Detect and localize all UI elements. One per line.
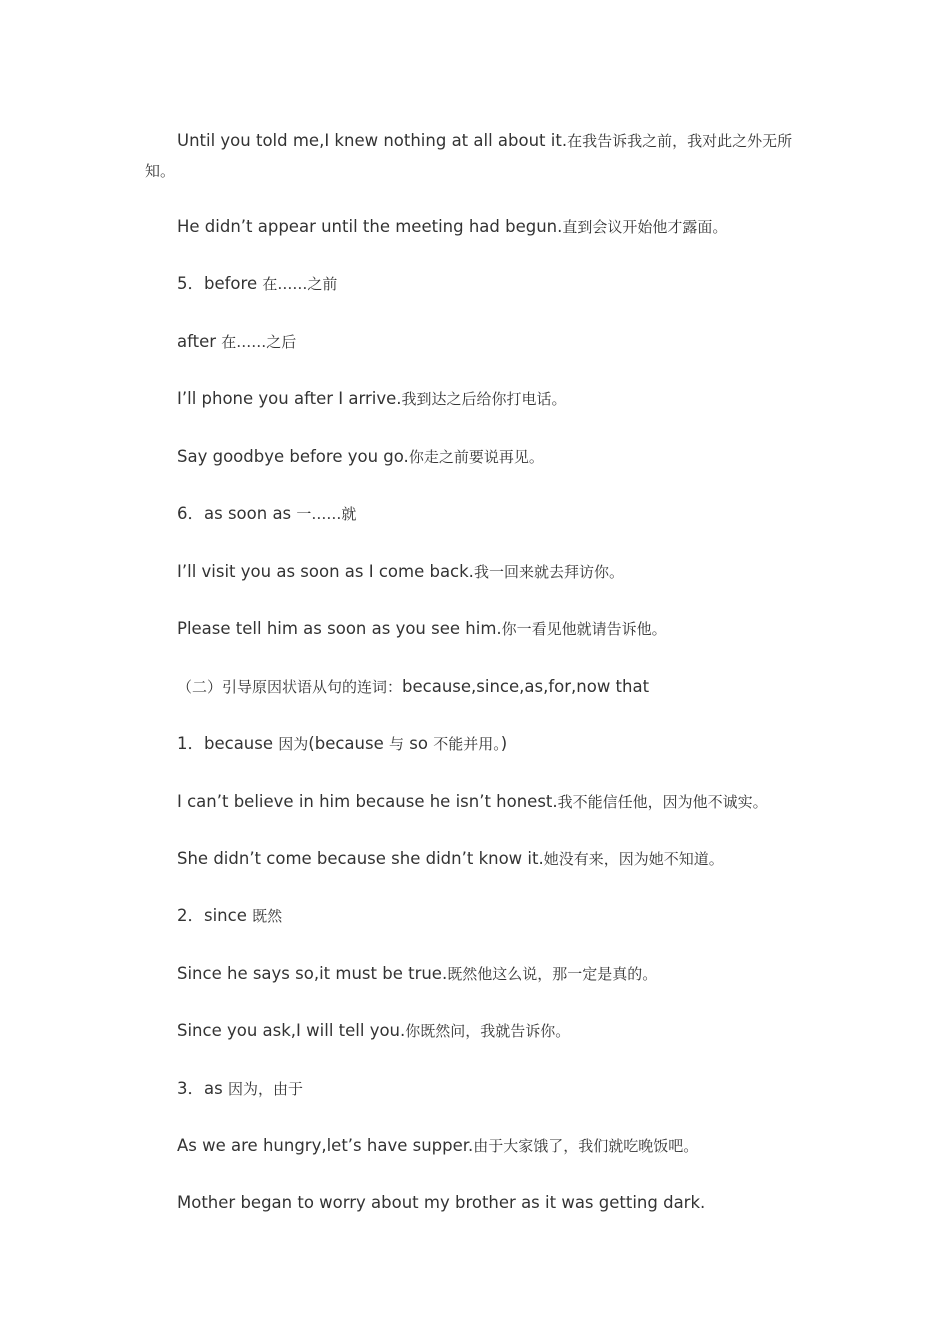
heading-before xyxy=(145,269,800,299)
heading-because xyxy=(145,729,800,759)
chinese-text: 因为 xyxy=(278,735,309,753)
chinese-text: 在……之后 xyxy=(221,333,297,351)
paragraph-after-example xyxy=(145,384,800,414)
paragraph-because-2 xyxy=(145,844,800,874)
english-text: 3．as xyxy=(177,1079,228,1098)
paragraph-since-1 xyxy=(145,959,800,989)
english-text: I’ll visit you as soon as I come back. xyxy=(177,562,474,581)
heading-after xyxy=(145,327,800,357)
paragraph-until-2 xyxy=(145,212,800,242)
heading-as-soon-as xyxy=(145,499,800,529)
english-text: 6．as soon as xyxy=(177,504,297,523)
english-text: Say goodbye before you go. xyxy=(177,447,409,466)
paragraph-as-1 xyxy=(145,1131,800,1161)
chinese-text: 你一看见他就请告诉他。 xyxy=(501,620,667,638)
english-text: I can’t believe in him because he isn’t honest. xyxy=(177,792,558,811)
english-text: Mother began to worry about my brother as it was getting dark. xyxy=(177,1193,706,1212)
english-text: 1．because xyxy=(177,734,279,753)
english-text: Until you told me,I knew nothing at all about it. xyxy=(177,131,568,150)
chinese-text: 因为，由于 xyxy=(227,1080,303,1098)
chinese-text: 她没有来，因为她不知道。 xyxy=(543,850,724,868)
chinese-text: 既然 xyxy=(252,907,283,925)
chinese-text: 你走之前要说再见。 xyxy=(408,448,544,466)
english-text: 2．since xyxy=(177,906,253,925)
heading-since xyxy=(145,901,800,931)
chinese-text: 直到会议开始他才露面。 xyxy=(562,218,728,236)
chinese-text: 由于大家饿了，我们就吃晚饭吧。 xyxy=(473,1137,699,1155)
chinese-text: 我不能信任他，因为他不诚实。 xyxy=(557,793,768,811)
paragraph-since-2 xyxy=(145,1016,800,1046)
english-text: Since he says so,it must be true. xyxy=(177,964,448,983)
paragraph-before-example xyxy=(145,442,800,472)
english-text: As we are hungry,let’s have supper. xyxy=(177,1136,474,1155)
chinese-text: 在我告诉我之前，我对此之外无所知。 xyxy=(145,132,793,180)
chinese-text: 既然他这么说，那一定是真的。 xyxy=(447,965,658,983)
english-text: ) xyxy=(500,734,508,753)
chinese-text: 你既然问，我就告诉你。 xyxy=(405,1022,571,1040)
english-text: because,since,as,for,now that xyxy=(402,677,650,696)
english-text: I’ll phone you after I arrive. xyxy=(177,389,402,408)
english-text: 5．before xyxy=(177,274,263,293)
heading-as xyxy=(145,1074,800,1104)
english-text: after xyxy=(177,332,222,351)
chinese-text: （二）引导原因状语从句的连词： xyxy=(177,678,403,696)
english-text: She didn’t come because she didn’t know it. xyxy=(177,849,544,868)
english-text: Please tell him as soon as you see him. xyxy=(177,619,502,638)
paragraph-because-1 xyxy=(145,787,800,817)
paragraph-until-1 xyxy=(145,126,800,186)
chinese-text: 我一回来就去拜访你。 xyxy=(473,563,624,581)
english-text: so xyxy=(404,734,434,753)
chinese-text: 一……就 xyxy=(296,505,357,523)
paragraph-as-2 xyxy=(145,1188,800,1218)
english-text: (because xyxy=(308,734,389,753)
chinese-text: 不能并用。 xyxy=(433,735,501,753)
section-heading-cause xyxy=(145,672,800,702)
chinese-text: 与 xyxy=(388,735,404,753)
paragraph-as-soon-as-2 xyxy=(145,614,800,644)
chinese-text: 我到达之后给你打电话。 xyxy=(401,390,567,408)
english-text: He didn’t appear until the meeting had begun. xyxy=(177,217,563,236)
english-text: Since you ask,I will tell you. xyxy=(177,1021,406,1040)
chinese-text: 在……之前 xyxy=(262,275,338,293)
paragraph-as-soon-as-1 xyxy=(145,557,800,587)
